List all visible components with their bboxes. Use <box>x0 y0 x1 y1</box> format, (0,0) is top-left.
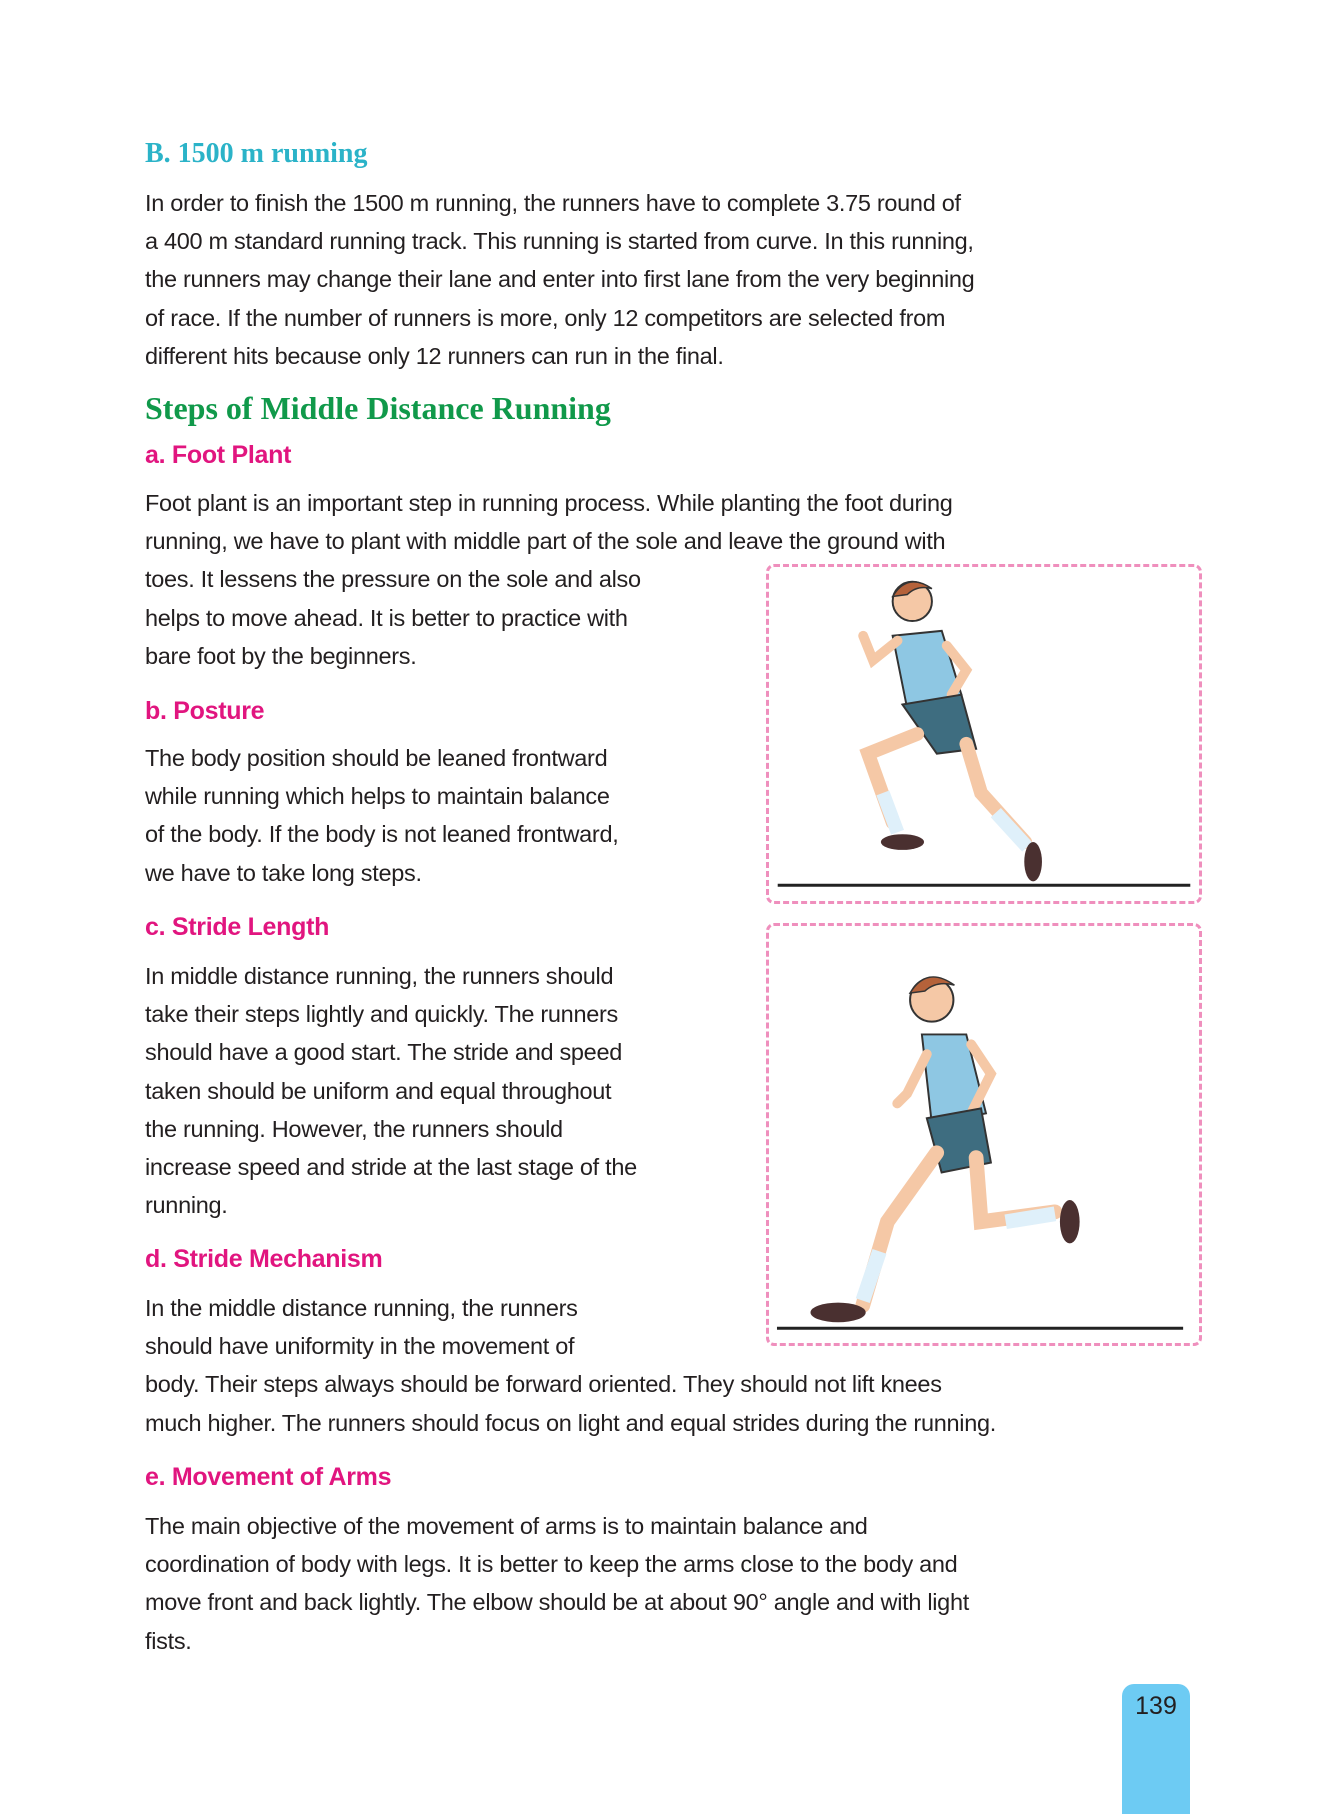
step-c-paragraph <box>145 957 637 1224</box>
section-b-paragraph <box>145 184 974 375</box>
runner-image <box>769 926 1199 1343</box>
text-line: the runners may change their lane and enter into first lane from the very beginning <box>145 266 975 293</box>
text-line: running. <box>145 1192 228 1219</box>
text-line: In order to finish the 1500 m running, the runners have to complete 3.75 round of <box>145 190 961 216</box>
step-e-heading: e. Movement of Arms <box>145 1463 392 1491</box>
text-line: In middle distance running, the runners should <box>145 963 614 989</box>
steps-heading: Steps of Middle Distance Running <box>145 390 611 426</box>
step-c-heading: c. Stride Length <box>145 913 330 941</box>
text-line: increase speed and stride at the last stage of the <box>145 1154 637 1181</box>
text-line: fists. <box>145 1627 192 1654</box>
text-line: much higher. The runners should focus on light and equal strides during the running. <box>145 1409 996 1436</box>
text-line: take their steps lightly and quickly. The runners <box>145 1001 618 1028</box>
runner-image <box>769 567 1199 901</box>
text-line: of race. If the number of runners is more, only 12 competitors are selected from <box>145 304 946 331</box>
text-line: The body position should be leaned frontward <box>145 745 608 771</box>
text-line: helps to move ahead. It is better to practice with <box>145 604 628 631</box>
runner-illustration-posture <box>766 564 1202 904</box>
page-number: 139 <box>1135 1692 1177 1720</box>
runner-illustration-stride <box>766 923 1202 1346</box>
text-line: body. Their steps always should be forward oriented. They should not lift knees <box>145 1371 942 1398</box>
text-line: In the middle distance running, the runners <box>145 1295 578 1321</box>
text-line: we have to take long steps. <box>145 859 422 886</box>
text-line: bare foot by the beginners. <box>145 642 417 669</box>
text-line: different hits because only 12 runners can run in the final. <box>145 342 724 369</box>
step-a-heading: a. Foot Plant <box>145 441 292 469</box>
step-b-heading: b. Posture <box>145 697 265 725</box>
text-line: Foot plant is an important step in running process. While planting the foot during <box>145 490 953 516</box>
step-b-paragraph <box>145 739 618 892</box>
text-line: the running. However, the runners should <box>145 1115 563 1142</box>
text-line: coordination of body with legs. It is better to keep the arms close to the body and <box>145 1551 958 1578</box>
text-line: should have a good start. The stride and speed <box>145 1039 622 1066</box>
text-line: toes. It lessens the pressure on the sole and also <box>145 566 641 593</box>
text-line: while running which helps to maintain balance <box>145 783 610 810</box>
text-line: taken should be uniform and equal throughout <box>145 1077 612 1104</box>
step-e-paragraph <box>145 1507 969 1660</box>
step-d-heading: d. Stride Mechanism <box>145 1245 383 1273</box>
text-line: The main objective of the movement of arms is to maintain balance and <box>145 1513 868 1539</box>
text-line: should have uniformity in the movement of <box>145 1333 575 1360</box>
page-number-tab <box>1122 1684 1190 1814</box>
text-line: of the body. If the body is not leaned frontward, <box>145 821 619 848</box>
section-b-heading: B. 1500 m running <box>145 138 368 169</box>
text-line: move front and back lightly. The elbow should be at about 90° angle and with light <box>145 1589 969 1616</box>
text-line: a 400 m standard running track. This running is started from curve. In this running, <box>145 228 974 255</box>
text-line: running, we have to plant with middle part of the sole and leave the ground with <box>145 528 946 555</box>
